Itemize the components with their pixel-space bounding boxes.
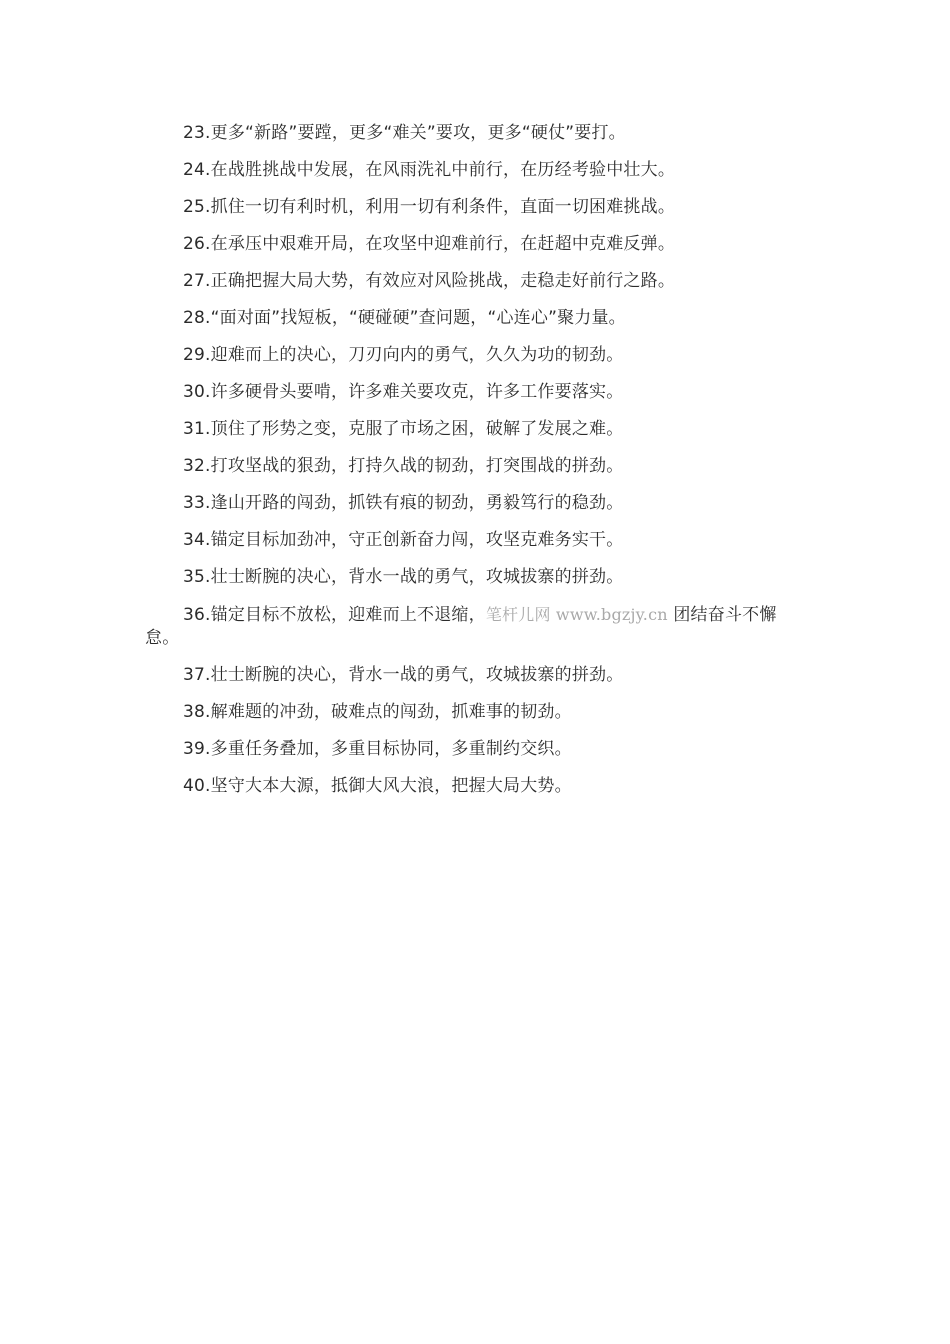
list-item: 32.打攻坚战的狠劲，打持久战的韧劲，打突围战的拼劲。 — [183, 456, 624, 476]
document-body — [145, 122, 810, 812]
list-item: 38.解难题的冲劲，破难点的闯劲，抓难事的韧劲。 — [183, 702, 572, 722]
list-item: 40.坚守大本大源，抵御大风大浪，把握大局大势。 — [183, 776, 572, 796]
list-item: 37.壮士断腕的决心，背水一战的勇气，攻城拔寨的拼劲。 — [183, 665, 624, 685]
list-item: 31.顶住了形势之变，克服了市场之困，破解了发展之难。 — [183, 419, 624, 439]
watermark-text: 笔杆儿网 www.bgzjy.cn — [485, 605, 668, 624]
list-item: 28.“面对面”找短板，“硬碰硬”查问题，“心连心”聚力量。 — [183, 308, 626, 328]
list-item: 39.多重任务叠加，多重目标协同，多重制约交织。 — [183, 739, 572, 759]
list-item: 30.许多硬骨头要啃，许多难关要攻克，许多工作要落实。 — [183, 382, 624, 402]
item-36-text-after: 团结奋斗不懈怠。 — [145, 605, 777, 648]
list-item: 35.壮士断腕的决心，背水一战的勇气，攻城拔寨的拼劲。 — [183, 567, 624, 587]
list-item: 34.锚定目标加劲冲，守正创新奋力闯，攻坚克难务实干。 — [183, 530, 624, 550]
list-item-36 — [145, 603, 810, 650]
list-item: 27.正确把握大局大势，有效应对风险挑战，走稳走好前行之路。 — [183, 271, 676, 291]
list-item: 24.在战胜挑战中发展，在风雨洗礼中前行，在历经考验中壮大。 — [183, 160, 676, 180]
list-item: 25.抓住一切有利时机，利用一切有利条件，直面一切困难挑战。 — [183, 197, 676, 217]
list-item: 29.迎难而上的决心，刀刃向内的勇气，久久为功的韧劲。 — [183, 345, 624, 365]
item-36-text-before: 36.锚定目标不放松，迎难而上不退缩， — [183, 605, 486, 625]
list-item: 23.更多“新路”要蹚，更多“难关”要攻，更多“硬仗”要打。 — [183, 123, 626, 143]
list-item: 26.在承压中艰难开局，在攻坚中迎难前行，在赶超中克难反弹。 — [183, 234, 676, 254]
list-item: 33.逢山开路的闯劲，抓铁有痕的韧劲，勇毅笃行的稳劲。 — [183, 493, 624, 513]
